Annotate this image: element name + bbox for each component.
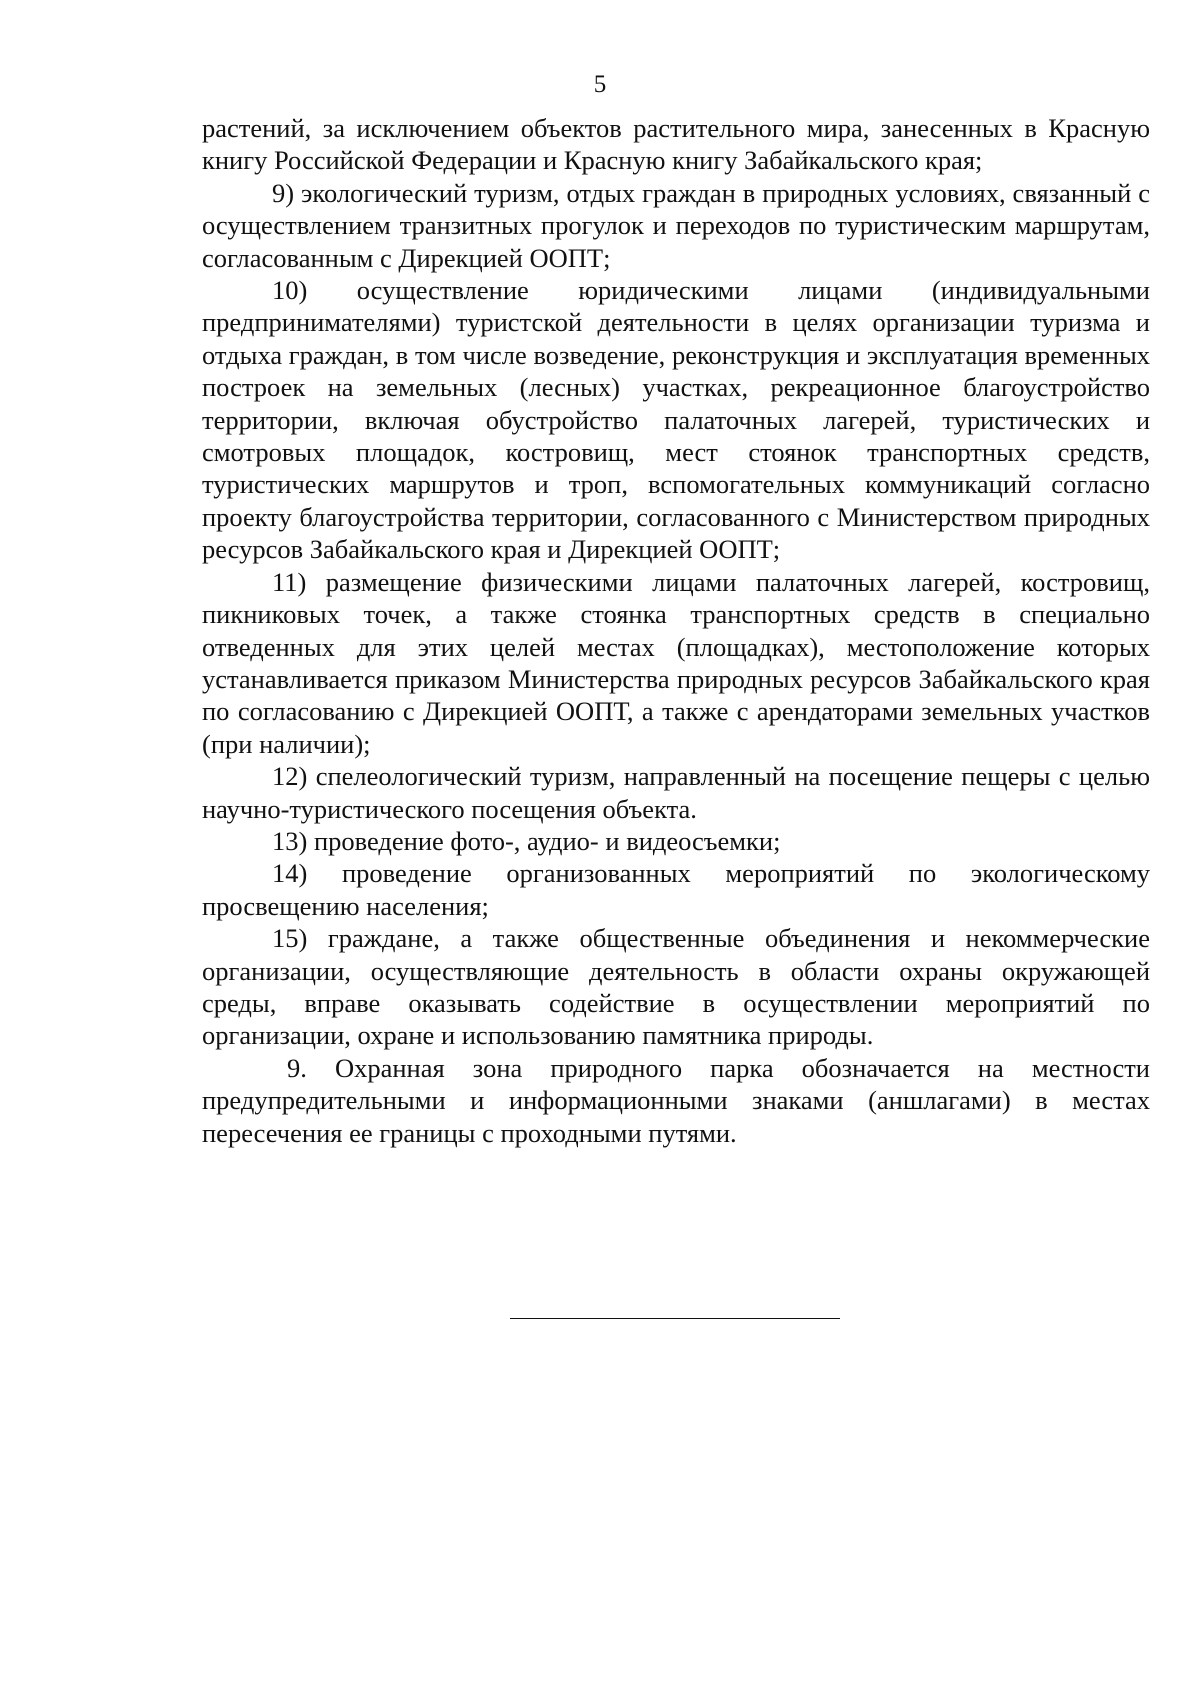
paragraph-item-11: 11) размещение физическими лицами палаточных лагерей, костровищ, пикниковых точек, а также стоянка транспортных средств в специально отведенных для этих целей местах (площадках), местоположение которых устанавливается приказом Министерства природных ресурсов Забайкальского края по согласованию с Дирекцией ООПТ, а также с арендаторами земельных участков (при наличии);: [202, 566, 1150, 759]
end-separator-line: [510, 1318, 840, 1319]
paragraph-item-13: 13) проведение фото-, аудио- и видеосъемки;: [272, 825, 781, 856]
page-number: 5: [593, 71, 607, 98]
paragraph-item-9: 9) экологический туризм, отдых граждан в природных условиях, связанный с осуществлением транзитных прогулок и переходов по туристическим маршрутам, согласованным с Дирекцией ООПТ;: [202, 177, 1150, 273]
paragraph-item-12: 12) спелеологический туризм, направленный на посещение пещеры с целью научно-туристического посещения объекта.: [202, 761, 1150, 824]
document-body: [202, 112, 1150, 1149]
paragraph-section-9: 9. Охранная зона природного парка обозначается на местности предупредительными и информационными знаками (аншлагами) в местах пересечения ее границы с проходными путями.: [202, 1052, 1150, 1148]
paragraph-continuation: растений, за исключением объектов растительного мира, занесенных в Красную книгу Российской Федерации и Красную книгу Забайкальского края;: [202, 113, 1150, 176]
paragraph-item-14: 14) проведение организованных мероприятий по экологическому просвещению населения;: [202, 858, 1150, 921]
paragraph-item-15: 15) граждане, а также общественные объединения и некоммерческие организации, осуществляющие деятельность в области охраны окружающей среды, вправе оказывать содействие в осуществлении мероприятий по организации, охране и использованию памятника природы.: [202, 923, 1150, 1051]
paragraph-item-10: 10) осуществление юридическими лицами (индивидуальными предпринимателями) туристской деятельности в целях организации туризма и отдыха граждан, в том числе возведение, реконструкция и эксплуатация временных построек на земельных (лесных) участках, рекреационное благоустройство территории, включая обустройство палаточных лагерей, туристических и смотровых площадок, костровищ, мест стоянок транспортных средств, туристических маршрутов и троп, вспомогательных коммуникаций согласно проекту благоустройства территории, согласованного с Министерством природных ресурсов Забайкальского края и Дирекцией ООПТ;: [202, 275, 1150, 565]
